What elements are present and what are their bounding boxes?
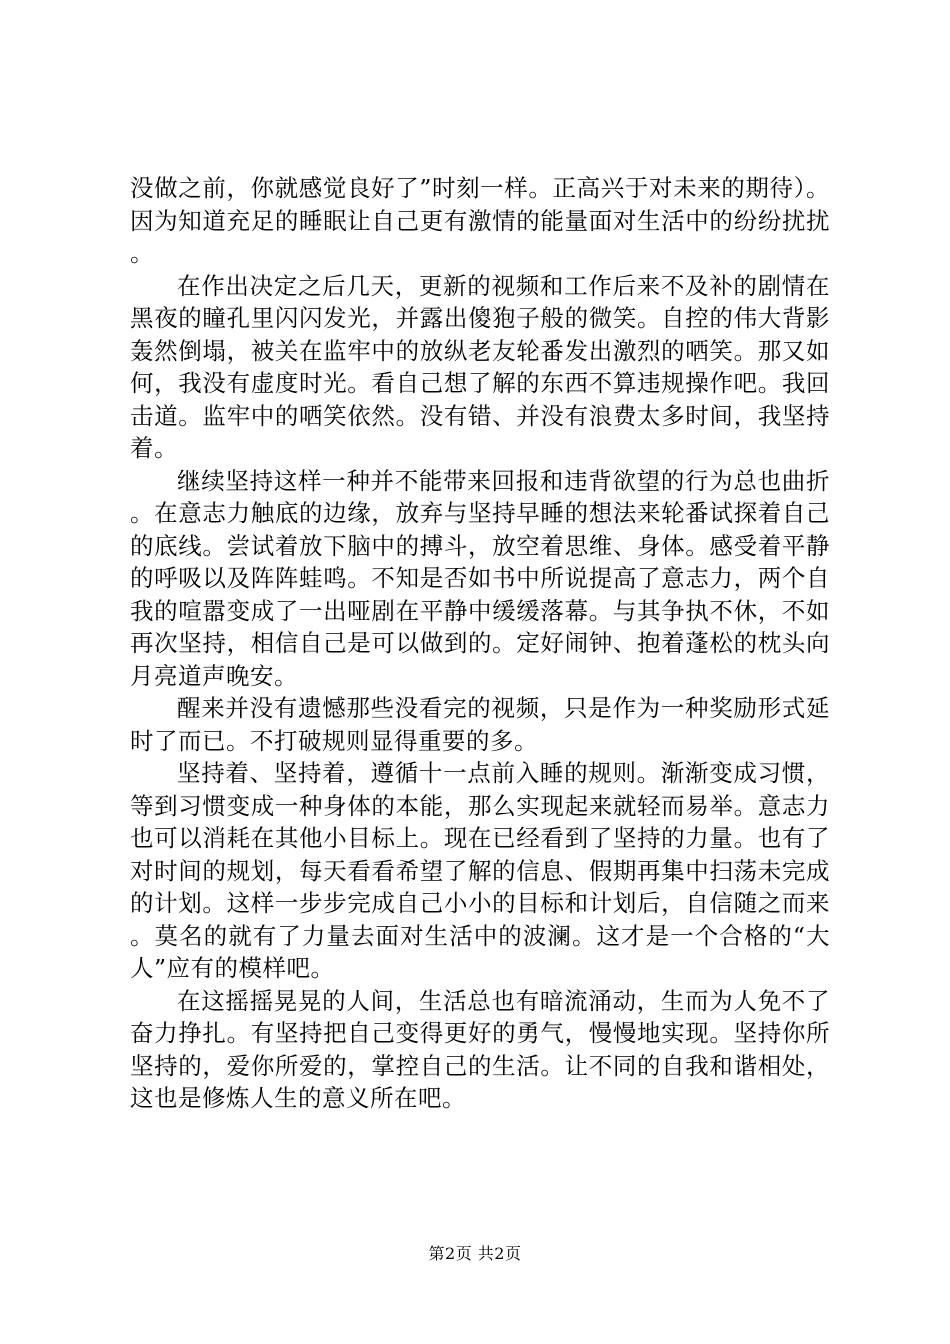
paragraph: 没做之前，你就感觉良好了”时刻一样。正高兴于对未来的期待）。因为知道充足的睡眠让自己更有激情的能量面对生活中的纷纷扰扰。 bbox=[130, 174, 830, 267]
paragraph: 在作出决定之后几天，更新的视频和工作后来不及补的剧情在黑夜的瞳孔里闪闪发光，并露出傻狍子般的微笑。自控的伟大背影轰然倒塌，被关在监牢中的放纵老友轮番发出激烈的哂笑。那又如何，我没有虚度时光。看自己想了解的东西不算违规操作吧。我回击道。监牢中的哂笑依然。没有错、并没有浪费太多时间，我坚持着。 bbox=[130, 271, 830, 462]
page-number-footer: 第2页 共2页 bbox=[428, 1244, 522, 1263]
document-body bbox=[130, 172, 830, 1115]
paragraph: 在这摇摇晃晃的人间，生活总也有暗流涌动，生而为人免不了奋力挣扎。有坚持把自己变得更好的勇气，慢慢地实现。坚持你所坚持的，爱你所爱的，掌控自己的生活。让不同的自我和谐相处，这也是修炼人生的意义所在吧。 bbox=[130, 986, 830, 1112]
paragraph: 醒来并没有遗憾那些没看完的视频，只是作为一种奖励形式延时了而已。不打破规则显得重要的多。 bbox=[130, 694, 830, 755]
paragraph: 继续坚持这样一种并不能带来回报和违背欲望的行为总也曲折。在意志力触底的边缘，放弃与坚持早睡的想法来轮番试探着自己的底线。尝试着放下脑中的搏斗，放空着思维、身体。感受着平静的呼吸以及阵阵蛙鸣。不知是否如书中所说提高了意志力，两个自我的喧嚣变成了一出哑剧在平静中缓缓落幕。与其争执不休，不如再次坚持，相信自己是可以做到的。定好闹钟、抱着蓬松的枕头向月亮道声晚安。 bbox=[130, 466, 830, 690]
paragraph: 坚持着、坚持着，遵循十一点前入睡的规则。渐渐变成习惯，等到习惯变成一种身体的本能，那么实现起来就轻而易举。意志力也可以消耗在其他小目标上。现在已经看到了坚持的力量。也有了对时间的规划，每天看看希望了解的信息、假期再集中扫荡未完成的计划。这样一步步完成自己小小的目标和计划后，自信随之而来。莫名的就有了力量去面对生活中的波澜。这才是一个合格的“大人”应有的模样吧。 bbox=[130, 759, 830, 982]
